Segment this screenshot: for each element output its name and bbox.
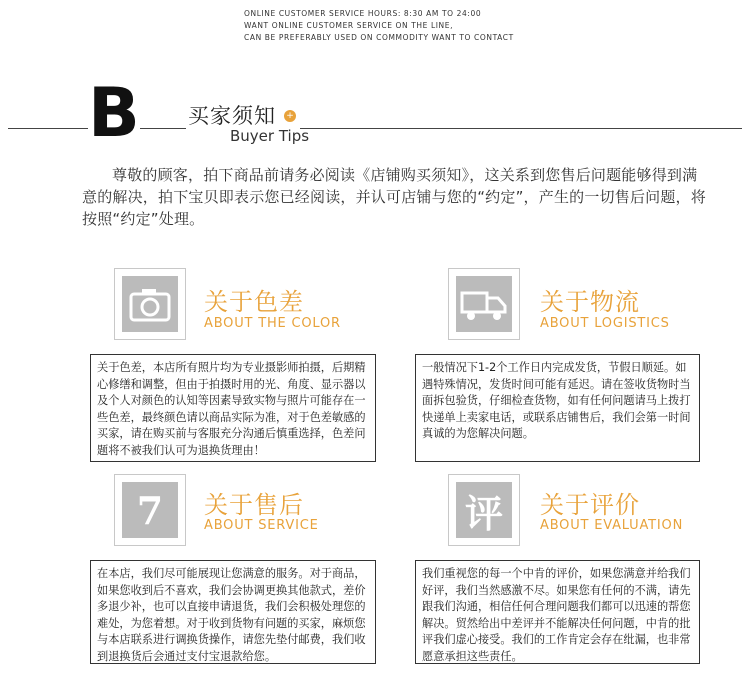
- header-line-middle: [140, 128, 186, 129]
- notice-line-1: ONLINE CUSTOMER SERVICE HOURS: 8:30 AM TO 24:00: [244, 9, 482, 18]
- section-title-cn: 买家须知: [188, 104, 276, 128]
- notice-line-2: WANT ONLINE CUSTOMER SERVICE ON THE LINE,: [244, 21, 454, 30]
- plus-dot-icon: +: [284, 110, 296, 122]
- card-title-cn: 关于评价: [540, 491, 640, 519]
- ping-icon-text: 评: [456, 482, 512, 538]
- service-notice: [244, 8, 584, 44]
- card-text-box: 在本店，我们尽可能展现让您满意的服务。对于商品，如果您收到后不喜欢，我们会协调更换其他款式，差价多退少补，也可以直接申请退货，我们会积极处理您的难处，为您着想。对于收到货物有问题的买家，麻烦您与本店联系进行调换货操作，请您先垫付邮费，我们收到退换货后会通过支付宝退款给您。: [90, 560, 376, 664]
- card-text-box: 我们重视您的每一个中肯的评价，如果您满意并给我们好评，我们当然感激不尽。如果您有任何的不满，请先跟我们沟通，相信任何合理问题我们都可以迅速的帮您解决。贸然给出中差评并不能解决任何问题，中肯的批评我们虚心接受。我们的工作肯定会存在纰漏，也非常愿意承担这些责任。: [415, 560, 700, 664]
- seven-icon-text: 7: [122, 482, 178, 538]
- card-title-cn: 关于色差: [204, 288, 304, 316]
- card-title-cn: 关于售后: [204, 491, 304, 519]
- section-letter: B: [88, 74, 140, 153]
- card-text-box: 关于色差，本店所有照片均为专业摄影师拍摄，后期精心修缮和调整，但由于拍摄时用的光、角度、显示器以及个人对颜色的认知等因素导致实物与照片可能存在一些色差，最终颜色请以商品实际为准，对于色差敏感的买家，请在购买前与客服充分沟通后慎重选择，色差问题将不被我们认可为退换货理由！: [90, 354, 376, 462]
- intro-paragraph: 尊敬的顾客，拍下商品前请务必阅读《店铺购买须知》，这关系到您售后问题能够得到满意的解决，拍下宝贝即表示您已经阅读，并认可店铺与您的“约定”，产生的一切售后问题，将按照“约定”处理。: [82, 166, 706, 228]
- card-title-en: ABOUT THE COLOR: [204, 316, 341, 331]
- card-title-cn: 关于物流: [540, 288, 640, 316]
- section-title-en: Buyer Tips: [230, 127, 310, 145]
- card-title-en: ABOUT EVALUATION: [540, 518, 684, 533]
- truck-icon: [448, 268, 520, 340]
- camera-icon: [114, 268, 186, 340]
- seven-icon: [114, 474, 186, 546]
- card-title-en: ABOUT LOGISTICS: [540, 316, 670, 331]
- card-text-box: 一般情况下1-2个工作日内完成发货，节假日顺延。如遇特殊情况，发货时间可能有延迟。请在签收货物时当面拆包验货，仔细检查货物，如有任何问题请马上拨打快递单上卖家电话，或联系店铺售后，我们会第一时间真诚的为您解决问题。: [415, 354, 700, 462]
- header-line-left: [8, 128, 88, 129]
- header-line-right: [300, 128, 742, 129]
- ping-icon: [448, 474, 520, 546]
- notice-line-3: CAN BE PREFERABLY USED ON COMMODITY WANT TO CONTACT: [244, 33, 514, 42]
- card-title-en: ABOUT SERVICE: [204, 518, 319, 533]
